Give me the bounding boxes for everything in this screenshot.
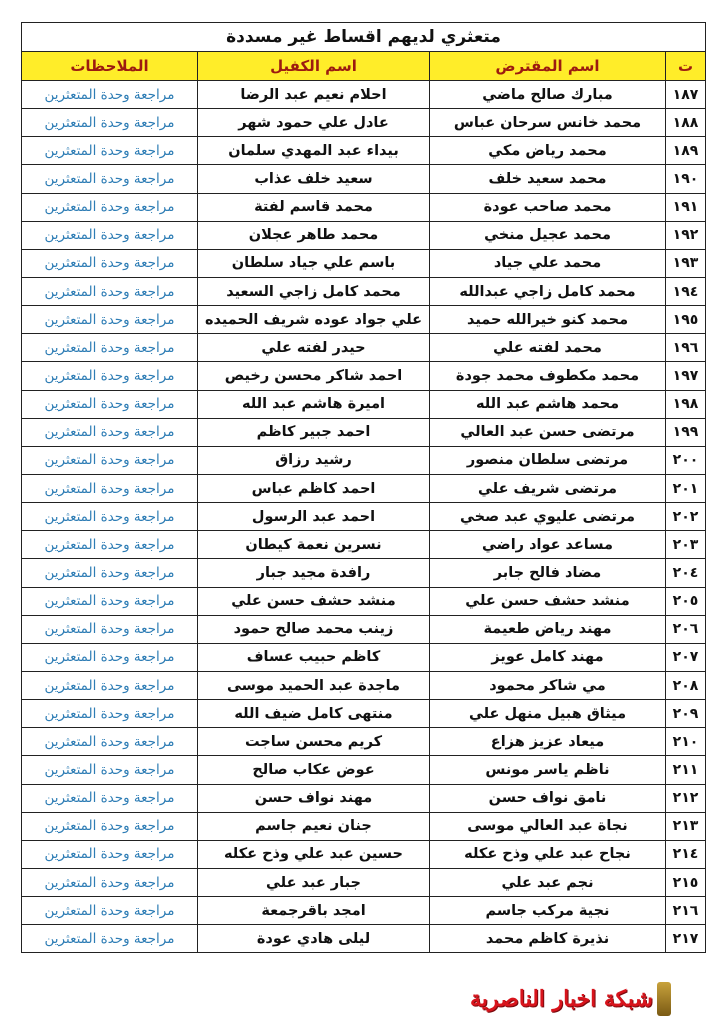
borrower-name: محمد هاشم عبد الله [430, 390, 666, 418]
guarantor-name: منتهى كامل ضيف الله [198, 700, 430, 728]
borrower-name: محمد علي جياد [430, 249, 666, 277]
row-note: مراجعة وحدة المتعثرين [22, 362, 198, 390]
debtors-table [21, 22, 706, 953]
row-number: ١٩٩ [666, 418, 706, 446]
borrower-name: محمد سعيد خلف [430, 165, 666, 193]
table-row [22, 474, 706, 502]
row-number: ١٨٨ [666, 109, 706, 137]
logo-emblem-icon [657, 982, 671, 1016]
guarantor-name: محمد طاهر عجلان [198, 221, 430, 249]
table-row [22, 700, 706, 728]
guarantor-name: ليلى هادي عودة [198, 925, 430, 953]
borrower-name: محمد لفته علي [430, 334, 666, 362]
guarantor-name: علي جواد عوده شريف الحميده [198, 306, 430, 334]
table-row [22, 109, 706, 137]
table-row [22, 812, 706, 840]
row-note: مراجعة وحدة المتعثرين [22, 418, 198, 446]
guarantor-name: مهند نواف حسن [198, 784, 430, 812]
debtors-table-container [22, 22, 706, 953]
guarantor-name: جبار عبد علي [198, 868, 430, 896]
table-title-row [22, 23, 706, 52]
table-row [22, 418, 706, 446]
table-row [22, 784, 706, 812]
borrower-name: محمد رياض مكي [430, 137, 666, 165]
row-note: مراجعة وحدة المتعثرين [22, 784, 198, 812]
row-note: مراجعة وحدة المتعثرين [22, 700, 198, 728]
table-row [22, 756, 706, 784]
row-number: ١٨٧ [666, 81, 706, 109]
row-number: ١٩٢ [666, 221, 706, 249]
table-title: متعثري لديهم اقساط غير مسددة [22, 23, 706, 52]
row-number: ٢٠٦ [666, 615, 706, 643]
watermark-text: شبكة اخبار الناصرية [470, 986, 653, 1012]
row-number: ٢٠٧ [666, 643, 706, 671]
table-row [22, 221, 706, 249]
guarantor-name: رافدة مجيد جبار [198, 559, 430, 587]
guarantor-name: كاظم حبيب عساف [198, 643, 430, 671]
borrower-name: مهند كامل عويز [430, 643, 666, 671]
row-number: ٢١٤ [666, 840, 706, 868]
row-note: مراجعة وحدة المتعثرين [22, 249, 198, 277]
row-number: ١٩٣ [666, 249, 706, 277]
borrower-name: محمد مكطوف محمد جودة [430, 362, 666, 390]
guarantor-name: احمد عبد الرسول [198, 503, 430, 531]
borrower-name: مرتضى حسن عبد العالي [430, 418, 666, 446]
row-number: ٢١٧ [666, 925, 706, 953]
table-row [22, 728, 706, 756]
row-note: مراجعة وحدة المتعثرين [22, 868, 198, 896]
borrower-name: مرتضى سلطان منصور [430, 446, 666, 474]
row-number: ٢٠٠ [666, 446, 706, 474]
row-number: ١٩٧ [666, 362, 706, 390]
guarantor-name: اميرة هاشم عبد الله [198, 390, 430, 418]
table-row [22, 643, 706, 671]
row-number: ٢٠٥ [666, 587, 706, 615]
table-row [22, 840, 706, 868]
guarantor-name: بيداء عبد المهدي سلمان [198, 137, 430, 165]
table-row [22, 897, 706, 925]
table-row [22, 193, 706, 221]
row-number: ٢٠٨ [666, 671, 706, 699]
row-number: ٢١٣ [666, 812, 706, 840]
table-row [22, 615, 706, 643]
header-borrower: اسم المقترض [430, 52, 666, 81]
row-note: مراجعة وحدة المتعثرين [22, 109, 198, 137]
row-number: ١٩٤ [666, 277, 706, 305]
header-number: ت [666, 52, 706, 81]
row-number: ١٨٩ [666, 137, 706, 165]
row-number: ١٩٦ [666, 334, 706, 362]
table-row [22, 277, 706, 305]
borrower-name: محمد كامل زاجي عبدالله [430, 277, 666, 305]
borrower-name: مهند رياض طعيمة [430, 615, 666, 643]
borrower-name: محمد عجيل منخي [430, 221, 666, 249]
row-note: مراجعة وحدة المتعثرين [22, 812, 198, 840]
borrower-name: مساعد عواد راضي [430, 531, 666, 559]
borrower-name: نجية مركب جاسم [430, 897, 666, 925]
table-row [22, 390, 706, 418]
guarantor-name: نسرين نعمة كيطان [198, 531, 430, 559]
borrower-name: نجم عبد علي [430, 868, 666, 896]
guarantor-name: عوض عكاب صالح [198, 756, 430, 784]
row-note: مراجعة وحدة المتعثرين [22, 390, 198, 418]
borrower-name: نذيرة كاظم محمد [430, 925, 666, 953]
row-note: مراجعة وحدة المتعثرين [22, 671, 198, 699]
guarantor-name: احلام نعيم عبد الرضا [198, 81, 430, 109]
table-row [22, 925, 706, 953]
row-number: ٢٠٩ [666, 700, 706, 728]
borrower-name: مرتضى شريف علي [430, 474, 666, 502]
borrower-name: ميثاق هبيل منهل علي [430, 700, 666, 728]
row-number: ٢١٦ [666, 897, 706, 925]
row-number: ١٩٥ [666, 306, 706, 334]
table-row [22, 868, 706, 896]
guarantor-name: حيدر لفته علي [198, 334, 430, 362]
row-number: ١٩١ [666, 193, 706, 221]
borrower-name: محمد خانس سرحان عباس [430, 109, 666, 137]
table-header-row [22, 52, 706, 81]
guarantor-name: عادل علي حمود شهر [198, 109, 430, 137]
row-note: مراجعة وحدة المتعثرين [22, 446, 198, 474]
guarantor-name: باسم علي جياد سلطان [198, 249, 430, 277]
table-row [22, 249, 706, 277]
guarantor-name: زينب محمد صالح حمود [198, 615, 430, 643]
row-note: مراجعة وحدة المتعثرين [22, 643, 198, 671]
row-note: مراجعة وحدة المتعثرين [22, 277, 198, 305]
guarantor-name: محمد كامل زاجي السعيد [198, 277, 430, 305]
borrower-name: مرتضى عليوي عبد صخي [430, 503, 666, 531]
header-notes: الملاحظات [22, 52, 198, 81]
row-number: ١٩٨ [666, 390, 706, 418]
borrower-name: ناظم ياسر مونس [430, 756, 666, 784]
row-number: ٢٠١ [666, 474, 706, 502]
table-row [22, 306, 706, 334]
row-note: مراجعة وحدة المتعثرين [22, 81, 198, 109]
guarantor-name: كريم محسن ساجت [198, 728, 430, 756]
borrower-name: نامق نواف حسن [430, 784, 666, 812]
guarantor-name: رشيد رزاق [198, 446, 430, 474]
table-row [22, 362, 706, 390]
header-guarantor: اسم الكفيل [198, 52, 430, 81]
row-note: مراجعة وحدة المتعثرين [22, 925, 198, 953]
table-body [22, 81, 706, 953]
table-row [22, 137, 706, 165]
row-note: مراجعة وحدة المتعثرين [22, 137, 198, 165]
guarantor-name: امجد باقرجمعة [198, 897, 430, 925]
guarantor-name: احمد كاظم عباس [198, 474, 430, 502]
borrower-name: نجاح عبد علي وذح عكله [430, 840, 666, 868]
borrower-name: مضاد فالح جابر [430, 559, 666, 587]
row-number: ٢١٥ [666, 868, 706, 896]
borrower-name: مبارك صالح ماضي [430, 81, 666, 109]
table-row [22, 165, 706, 193]
table-row [22, 446, 706, 474]
guarantor-name: احمد جبير كاظم [198, 418, 430, 446]
borrower-name: محمد كنو خيرالله حميد [430, 306, 666, 334]
row-note: مراجعة وحدة المتعثرين [22, 587, 198, 615]
row-number: ٢١٢ [666, 784, 706, 812]
borrower-name: منشد حشف حسن علي [430, 587, 666, 615]
borrower-name: نجاة عبد العالي موسى [430, 812, 666, 840]
row-note: مراجعة وحدة المتعثرين [22, 897, 198, 925]
watermark-logo [470, 980, 714, 1018]
borrower-name: ميعاد عزيز هزاع [430, 728, 666, 756]
guarantor-name: ماجدة عبد الحميد موسى [198, 671, 430, 699]
borrower-name: مي شاكر محمود [430, 671, 666, 699]
row-number: ٢٠٢ [666, 503, 706, 531]
row-note: مراجعة وحدة المتعثرين [22, 306, 198, 334]
guarantor-name: حسين عبد علي وذح عكله [198, 840, 430, 868]
table-row [22, 531, 706, 559]
table-row [22, 81, 706, 109]
borrower-name: محمد صاحب عودة [430, 193, 666, 221]
row-note: مراجعة وحدة المتعثرين [22, 840, 198, 868]
row-number: ٢١١ [666, 756, 706, 784]
table-row [22, 503, 706, 531]
table-row [22, 671, 706, 699]
table-row [22, 587, 706, 615]
row-note: مراجعة وحدة المتعثرين [22, 728, 198, 756]
row-number: ٢٠٣ [666, 531, 706, 559]
guarantor-name: محمد قاسم لفتة [198, 193, 430, 221]
row-note: مراجعة وحدة المتعثرين [22, 559, 198, 587]
row-note: مراجعة وحدة المتعثرين [22, 531, 198, 559]
row-note: مراجعة وحدة المتعثرين [22, 221, 198, 249]
row-note: مراجعة وحدة المتعثرين [22, 165, 198, 193]
table-row [22, 559, 706, 587]
row-number: ٢١٠ [666, 728, 706, 756]
row-number: ١٩٠ [666, 165, 706, 193]
row-number: ٢٠٤ [666, 559, 706, 587]
guarantor-name: منشد حشف حسن علي [198, 587, 430, 615]
table-row [22, 334, 706, 362]
row-note: مراجعة وحدة المتعثرين [22, 503, 198, 531]
row-note: مراجعة وحدة المتعثرين [22, 474, 198, 502]
guarantor-name: جنان نعيم جاسم [198, 812, 430, 840]
row-note: مراجعة وحدة المتعثرين [22, 193, 198, 221]
row-note: مراجعة وحدة المتعثرين [22, 756, 198, 784]
guarantor-name: احمد شاكر محسن رخيص [198, 362, 430, 390]
row-note: مراجعة وحدة المتعثرين [22, 615, 198, 643]
guarantor-name: سعيد خلف عذاب [198, 165, 430, 193]
row-note: مراجعة وحدة المتعثرين [22, 334, 198, 362]
